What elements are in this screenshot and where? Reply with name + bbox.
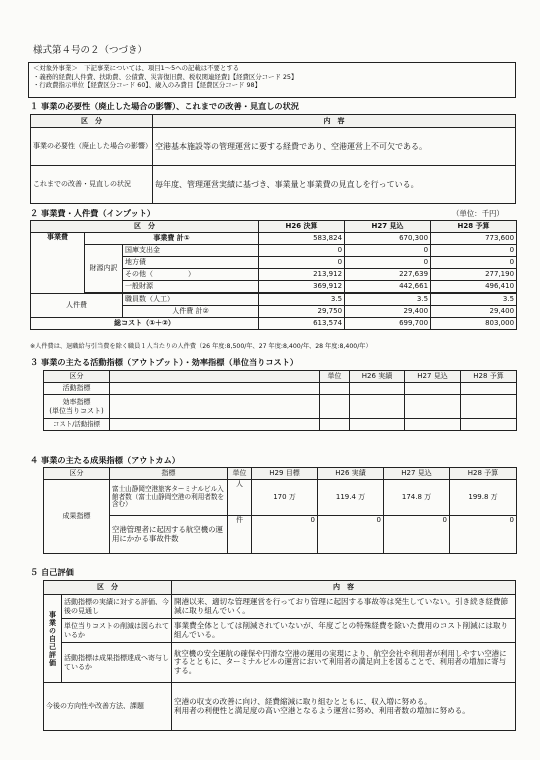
jigyohi-h27: 670,300	[345, 233, 431, 245]
header-unit: 単位	[320, 371, 350, 383]
accident-unit: 件	[228, 516, 252, 554]
form-title: 様式第４号の２（つづき）	[33, 45, 148, 56]
header-h27: H27 見込	[384, 468, 450, 480]
necessity-label: 事業の必要性（廃止した場合の影響）	[31, 128, 153, 166]
sonota-label: その他（ ）	[123, 269, 259, 281]
notice-line-3: ・行政費指示単位【経費区分コード 60】、歳入のみ費目【経費区分コード 98】	[33, 81, 262, 90]
jinkenhi-label: 人件費	[31, 294, 123, 318]
jigyohi-total-label: 事業費 計①	[85, 233, 259, 245]
notice-line-1: ＜対象外事業＞ 下記事業については、項目1～5への記載は不要とする	[33, 64, 240, 72]
future-direction-line-1: 空港の収支の改善に向け、経費縮減に取り組むとともに、収入増に努める。	[174, 696, 432, 706]
necessity-table	[30, 114, 516, 204]
header-naiyo: 内 容	[153, 115, 516, 128]
shokuin-label: 職員数（人工）	[123, 294, 259, 306]
chihosai-label: 地方債	[123, 257, 259, 269]
kokko-h28: 0	[431, 245, 517, 257]
efficiency-line-1: 効率指標	[62, 398, 91, 407]
sonota-h27: 227,639	[345, 269, 431, 281]
header-naiyo: 内 容	[172, 581, 516, 595]
activity-table	[43, 370, 517, 431]
header-kubun: 区分	[44, 468, 110, 480]
accident-h26: 0	[318, 516, 384, 554]
chihosai-h28: 0	[431, 257, 517, 269]
accident-h27: 0	[384, 516, 450, 554]
section-2-heading: ２ 事業費・人件費（インプット）	[30, 208, 156, 218]
outcome-table	[43, 467, 517, 554]
jigyohi-h28: 773,600	[431, 233, 517, 245]
passenger-indicator: 富士山静岡空港旅客ターミナルビル入館者数（富士山静岡空港の利用者数を含む）	[110, 480, 228, 516]
header-h27: H27 見込	[405, 371, 461, 383]
passenger-h29-goal: 170 万	[252, 480, 318, 516]
passenger-h27: 174.8 万	[384, 480, 450, 516]
self-evaluation-side-label: 事業の自己評価	[44, 595, 62, 683]
header-h29-goal: H29 目標	[252, 468, 318, 480]
header-h28: H28 予算	[461, 371, 517, 383]
shokuin-h27: 3.5	[345, 294, 431, 306]
outcome-indicator-label: 成果指標	[44, 480, 110, 554]
header-shihyo: 指標	[110, 468, 228, 480]
future-direction-line-2: 利用者の利便性と満足度の高い空港となるよう運営に努め、利用者数の増加に努める。	[174, 705, 470, 715]
accident-h29-goal: 0	[252, 516, 318, 554]
kokko-h26: 0	[259, 245, 345, 257]
section-5-heading: ５ 自己評価	[30, 567, 74, 577]
header-h28: H28 予算	[450, 468, 517, 480]
necessity-text: 空港基本施設等の管理運営に要する経費であり、空港運営上不可欠である。	[153, 128, 516, 166]
cost-reduction-label: 単位当りコストの削減は図られているか	[62, 619, 172, 643]
activity-indicator-label: 活動指標	[44, 383, 110, 395]
header-h26: H26 実績	[350, 371, 405, 383]
ippan-h27: 442,661	[345, 281, 431, 293]
efficiency-indicator-label	[44, 395, 110, 419]
header-kubun: 区 分	[31, 115, 153, 128]
accident-h28: 0	[450, 516, 517, 554]
ippan-label: 一般財源	[123, 281, 259, 293]
jinkenhi-h28: 29,400	[431, 306, 517, 318]
jinkenhi-total-label: 人件費 計②	[123, 306, 259, 318]
ippan-h28: 496,410	[431, 281, 517, 293]
header-h28: H28 予算	[431, 221, 517, 233]
total-cost-label: 総コスト（①＋②）	[31, 318, 259, 330]
header-kubun: 区 分	[31, 221, 259, 233]
notice-line-2: ・義務的経費[人件費、扶助費、公債費、災害復旧費、税収関連経費]【経費区分コード 25】	[33, 72, 298, 81]
contribution-text: 航空機の安全運航の確保や円滑な空港の運用の実現により、航空会社や利用者が利用しやすい空港にするとともに、ターミナルビルの運営において利用者の満足向上を図ることで、利用者の増加に寄与する。	[172, 643, 516, 683]
header-h26: H26 決算	[259, 221, 345, 233]
zaigen-label: 財源内訳	[85, 245, 123, 293]
activity-eval-label: 活動指標の実績に対する評価、今後の見通し	[62, 595, 172, 619]
jinkenhi-h27: 29,400	[345, 306, 431, 318]
sonota-h26: 213,912	[259, 269, 345, 281]
accident-indicator: 空港管理者に起因する航空機の運用にかかる事故件数	[110, 516, 228, 554]
kokko-h27: 0	[345, 245, 431, 257]
header-blank	[110, 371, 320, 383]
jigyohi-h26: 583,824	[259, 233, 345, 245]
self-evaluation-table	[43, 580, 516, 731]
future-direction-label: 今後の方向性や改善方法、課題	[44, 683, 172, 731]
personnel-cost-note: ※人件費は、退職給与引当費を除く職員１人当たりの人件費（26 年度:8,500/年、27 年度:8,400/年、28 年度:8,400/年）	[30, 343, 372, 350]
header-kubun: 区分	[44, 371, 110, 383]
passenger-unit: 人	[228, 480, 252, 516]
header-h26: H26 実績	[318, 468, 384, 480]
cost-table	[30, 220, 517, 330]
efficiency-line-2: (単位当りコスト)	[49, 406, 104, 415]
review-label: これまでの改善・見直しの状況	[31, 166, 153, 204]
exclusion-notice	[28, 62, 516, 98]
chihosai-h27: 0	[345, 257, 431, 269]
unit-label: （単位：千円）	[452, 209, 504, 218]
section-4-heading: ４ 事業の主たる成果指標（アウトカム）	[30, 455, 180, 465]
section-3-heading: ３ 事業の主たる活動指標（アウトプット）・効率指標（単位当りコスト）	[30, 357, 299, 367]
header-kubun: 区 分	[44, 581, 172, 595]
ippan-h26: 369,912	[259, 281, 345, 293]
section-1-heading: １ 事業の必要性（廃止した場合の影響）、これまでの改善・見直しの状況	[30, 101, 299, 111]
jigyohi-label: 事業費	[31, 233, 85, 294]
review-text: 毎年度、管理運営実績に基づき、事業量と事業費の見直しを行っている。	[153, 166, 516, 204]
contribution-label: 活動指標は成果指標達成へ寄与しているか	[62, 643, 172, 683]
shokuin-h28: 3.5	[431, 294, 517, 306]
activity-eval-text: 開港以来、適切な管理運営を行っており管理に起因する事故等は発生していない。引き続き経費節減に取り組んでいく。	[172, 595, 516, 619]
future-direction-text	[172, 683, 516, 731]
chihosai-h26: 0	[259, 257, 345, 269]
cost-per-activity-label: コスト/活動指標	[44, 419, 110, 431]
jinkenhi-h26: 29,750	[259, 306, 345, 318]
sonota-h28: 277,190	[431, 269, 517, 281]
total-h28: 803,000	[431, 318, 517, 330]
passenger-h28: 199.8 万	[450, 480, 517, 516]
header-h27: H27 見込	[345, 221, 431, 233]
header-unit: 単位	[228, 468, 252, 480]
shokuin-h26: 3.5	[259, 294, 345, 306]
passenger-h26: 119.4 万	[318, 480, 384, 516]
total-h26: 613,574	[259, 318, 345, 330]
total-h27: 699,700	[345, 318, 431, 330]
kokko-label: 国庫支出金	[123, 245, 259, 257]
cost-reduction-text: 事業費全体としては削減されていないが、年度ごとの特殊経費を除いた費用のコスト削減には取り組んでいる。	[172, 619, 516, 643]
